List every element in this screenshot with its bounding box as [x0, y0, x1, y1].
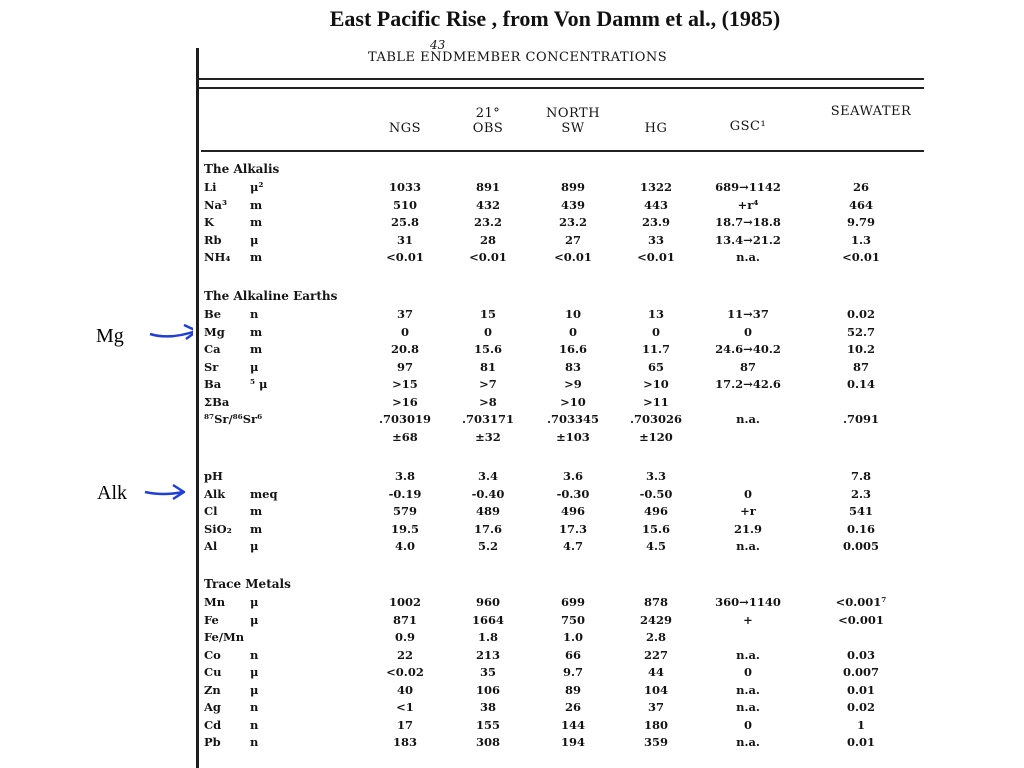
table-cell: 23.9	[641, 215, 670, 229]
table-cell: 0.02	[846, 307, 875, 321]
table-cell: 7.8	[850, 469, 871, 483]
table-row	[193, 700, 924, 717]
table-cell: >15	[392, 377, 418, 391]
table-cell: 10	[564, 307, 581, 321]
table-cell: 0.9	[394, 630, 415, 644]
row-label: Be	[204, 307, 222, 321]
table-cell: ±103	[556, 429, 590, 444]
table-cell: ±120	[639, 429, 673, 444]
row-unit: μ	[250, 665, 259, 679]
table-cell: 15.6	[641, 521, 670, 536]
table-cell: 22	[396, 647, 413, 662]
table-row	[193, 487, 924, 504]
table-cell: .703171	[461, 412, 514, 426]
table-cell: <0.001⁷	[835, 595, 887, 609]
table-row	[193, 683, 924, 700]
table-cell: 1	[856, 717, 865, 732]
table-cell: <0.02	[386, 665, 424, 679]
table-cell: 0.14	[846, 377, 875, 391]
table-cell: 871	[392, 612, 417, 627]
column-header: SEAWATER	[830, 104, 912, 119]
table-cell: 44	[647, 665, 664, 679]
column-header: GSC¹	[729, 119, 767, 134]
row-unit: meq	[250, 486, 278, 501]
row-unit: μ	[250, 682, 259, 697]
table-cell: 360→1140	[715, 595, 781, 609]
table-cell: .703019	[378, 412, 431, 426]
row-label: Co	[204, 647, 221, 662]
table-row	[193, 539, 924, 556]
column-header: HG	[644, 121, 668, 136]
table-cell: 16.6	[558, 342, 587, 356]
table-cell: 227	[643, 647, 668, 662]
table-cell: 464	[848, 197, 873, 212]
table-cell: 0	[743, 665, 752, 679]
row-label: Cu	[204, 665, 222, 679]
table-cell: 699	[560, 595, 585, 609]
row-label: Fe	[204, 612, 219, 627]
table-cell: n.a.	[736, 250, 760, 264]
row-label: Li	[204, 180, 217, 194]
row-label: Na³	[204, 197, 227, 212]
row-label: Ag	[204, 700, 221, 714]
table-cell: 2429	[639, 612, 672, 627]
table-cell: 13	[647, 307, 664, 321]
table-row	[193, 504, 924, 521]
row-unit: μ	[250, 359, 259, 374]
row-label: ⁸⁷Sr/⁸⁶Sr⁶	[204, 412, 263, 426]
table-cell: +	[743, 612, 753, 627]
table-row	[193, 648, 924, 665]
table-row	[193, 735, 924, 752]
table-cell: 439	[560, 197, 585, 212]
column-header: NORTH SW	[545, 106, 601, 136]
table-row	[193, 430, 924, 447]
table-cell: 15	[479, 307, 496, 321]
table-cell: >11	[643, 394, 669, 409]
table-cell: 750	[560, 612, 585, 627]
table-cell: 3.4	[477, 469, 498, 483]
table-cell: >9	[564, 377, 582, 391]
table-cell: 66	[564, 647, 581, 662]
row-label: Cd	[204, 717, 222, 732]
table-cell: <0.01	[842, 250, 880, 264]
table-cell: n.a.	[736, 539, 760, 553]
row-unit: m	[250, 504, 263, 518]
row-unit: n	[250, 647, 259, 662]
table-row	[193, 307, 924, 324]
table-row	[193, 718, 924, 735]
table-cell: 27	[564, 232, 581, 247]
row-label: K	[204, 215, 214, 229]
table-cell: 87	[739, 359, 756, 374]
row-unit: μ	[250, 595, 259, 609]
table-cell: 38	[479, 700, 496, 714]
table-rule-top-second	[196, 87, 924, 89]
table-row	[193, 377, 924, 394]
table-cell: 106	[475, 682, 500, 697]
table-cell: 1322	[639, 180, 672, 194]
table-heading: TABLE ENDMEMBER CONCENTRATIONS	[368, 50, 668, 65]
table-cell: 1.0	[562, 630, 583, 644]
table-cell: 3.6	[562, 469, 583, 483]
table-cell: 144	[560, 717, 585, 732]
row-unit: n	[250, 307, 259, 321]
mg-annotation-label: Mg	[96, 325, 124, 347]
table-cell: 33	[647, 232, 664, 247]
table-cell: 1.8	[477, 630, 498, 644]
row-label: Ba	[204, 377, 222, 391]
table-cell: <0.001	[838, 612, 884, 627]
table-row	[193, 325, 924, 342]
table-cell: 11.7	[641, 342, 670, 356]
table-cell: 3.8	[394, 469, 415, 483]
table-cell: 0.005	[842, 539, 879, 553]
table-cell: 97	[396, 359, 413, 374]
table-cell: 0.16	[846, 521, 875, 536]
column-header: NGS	[388, 121, 422, 136]
table-rule-header	[201, 150, 924, 152]
table-cell: 10.2	[846, 342, 875, 356]
table-cell: 0	[400, 324, 409, 339]
table-cell: 18.7→18.8	[715, 215, 781, 229]
column-header: 21° OBS	[472, 106, 504, 136]
table-cell: 17.3	[558, 521, 587, 536]
row-unit: m	[250, 250, 263, 264]
row-unit: m	[250, 197, 263, 212]
table-cell: >10	[643, 377, 669, 391]
table-cell: 4.5	[645, 539, 666, 553]
table-cell: n.a.	[736, 735, 760, 749]
row-unit: μ	[250, 539, 259, 553]
table-cell: .703026	[629, 412, 682, 426]
table-row	[193, 215, 924, 232]
row-label: Mg	[204, 324, 225, 339]
table-cell: +r⁴	[737, 197, 759, 212]
table-cell: 0	[651, 324, 660, 339]
table-cell: 194	[560, 735, 585, 749]
table-cell: 28	[479, 232, 496, 247]
table-cell: 87	[852, 359, 869, 374]
table-cell: 359	[643, 735, 668, 749]
table-cell: 19.5	[390, 521, 419, 536]
table-cell: ±68	[392, 429, 418, 444]
table-cell: 26	[852, 180, 869, 194]
table-cell: 0	[483, 324, 492, 339]
table-row	[193, 342, 924, 359]
table-cell: 213	[475, 647, 500, 662]
table-cell: 0.01	[846, 735, 875, 749]
table-cell: <0.01	[386, 250, 424, 264]
row-label: ΣBa	[204, 394, 230, 409]
table-row	[193, 360, 924, 377]
row-label: Al	[204, 539, 218, 553]
table-cell: 2.8	[645, 630, 666, 644]
table-cell: 104	[643, 682, 668, 697]
row-label: pH	[204, 469, 223, 483]
table-cell: 1.3	[850, 232, 871, 247]
slide-title: East Pacific Rise , from Von Damm et al., (1985)	[329, 6, 781, 31]
table-cell: 4.7	[562, 539, 583, 553]
table-cell: 0	[743, 717, 752, 732]
table-cell: 155	[475, 717, 500, 732]
table-cell: 5.2	[477, 539, 498, 553]
table-cell: 4.0	[394, 539, 415, 553]
row-unit: μ	[250, 612, 259, 627]
table-cell: 1033	[388, 180, 421, 194]
table-cell: -0.19	[388, 486, 422, 501]
table-cell: 0	[743, 486, 752, 501]
row-label: Alk	[204, 486, 226, 501]
alk-annotation-label: Alk	[97, 482, 127, 504]
section-title: The Alkalis	[204, 162, 280, 176]
row-label: Cl	[204, 504, 218, 518]
table-cell: 23.2	[473, 215, 502, 229]
table-cell: 24.6→40.2	[715, 342, 781, 356]
row-unit: μ²	[250, 180, 264, 194]
table-row	[193, 613, 924, 630]
alk-arrow-icon	[143, 481, 188, 503]
row-label: Rb	[204, 232, 222, 247]
table-row	[193, 395, 924, 412]
table-cell: 183	[392, 735, 417, 749]
table-cell: >7	[479, 377, 497, 391]
table-cell: n.a.	[736, 700, 760, 714]
row-unit: n	[250, 735, 259, 749]
table-cell: 15.6	[473, 342, 502, 356]
table-cell: 878	[643, 595, 668, 609]
table-cell: 9.79	[846, 215, 875, 229]
table-row	[193, 630, 924, 647]
table-cell: 489	[475, 504, 500, 518]
table-cell: -0.40	[471, 486, 505, 501]
row-unit: m	[250, 521, 263, 536]
table-cell: 891	[475, 180, 500, 194]
table-cell: 899	[560, 180, 585, 194]
table-cell: 37	[647, 700, 664, 714]
table-cell: ±32	[475, 429, 501, 444]
table-cell: >16	[392, 394, 418, 409]
table-cell: 52.7	[846, 324, 875, 339]
row-label: Zn	[204, 682, 221, 697]
table-cell: 17.2→42.6	[715, 377, 781, 391]
row-label: SiO₂	[204, 521, 232, 536]
table-cell: 432	[475, 197, 500, 212]
table-row	[193, 250, 924, 267]
table-cell: 689→1142	[715, 180, 781, 194]
table-row	[193, 180, 924, 197]
table-cell: 35	[479, 665, 496, 679]
table-cell: 443	[643, 197, 668, 212]
row-label: Sr	[204, 359, 219, 374]
table-row	[193, 522, 924, 539]
table-cell: >10	[560, 394, 586, 409]
row-unit: n	[250, 700, 259, 714]
row-unit: m	[250, 324, 263, 339]
table-cell: 960	[475, 595, 500, 609]
table-cell: 26	[564, 700, 581, 714]
table-cell: 3.3	[645, 469, 666, 483]
table-cell: >8	[479, 394, 497, 409]
table-cell: 17	[396, 717, 413, 732]
table-cell: 510	[392, 197, 417, 212]
table-row	[193, 198, 924, 215]
table-cell: 2.3	[850, 486, 871, 501]
table-cell: 541	[848, 504, 873, 518]
table-cell: <0.01	[469, 250, 507, 264]
table-cell: <0.01	[637, 250, 675, 264]
table-row	[193, 233, 924, 250]
section-title: The Alkaline Earths	[204, 289, 338, 303]
table-cell: 0.01	[846, 682, 875, 697]
row-unit: n	[250, 717, 259, 732]
table-cell: 9.7	[562, 665, 583, 679]
table-cell: n.a.	[736, 412, 760, 426]
handwritten-table-number: 43	[430, 38, 446, 52]
table-cell: 180	[643, 717, 668, 732]
row-unit: m	[250, 215, 263, 229]
table-cell: 0	[743, 324, 752, 339]
table-cell: 23.2	[558, 215, 587, 229]
table-cell: 40	[396, 682, 413, 697]
table-cell: 20.8	[390, 342, 419, 356]
table-cell: 65	[647, 359, 664, 374]
table-cell: 25.8	[390, 215, 419, 229]
row-unit: μ	[250, 232, 259, 247]
row-label: Pb	[204, 735, 221, 749]
table-cell: 81	[479, 359, 496, 374]
table-cell: <0.01	[554, 250, 592, 264]
scanned-table	[193, 38, 924, 768]
table-cell: <1	[396, 700, 414, 714]
table-cell: 83	[564, 359, 581, 374]
table-cell: 89	[564, 682, 581, 697]
row-label: NH₄	[204, 250, 231, 264]
table-cell: n.a.	[736, 647, 760, 662]
table-cell: 13.4→21.2	[715, 232, 781, 247]
row-unit: m	[250, 342, 263, 356]
table-row	[193, 595, 924, 612]
table-cell: 21.9	[733, 521, 762, 536]
table-cell: .703345	[546, 412, 599, 426]
table-cell: 0.02	[846, 700, 875, 714]
table-cell: 0.007	[842, 665, 879, 679]
table-rule-top	[196, 78, 924, 80]
table-cell: .7091	[842, 412, 879, 426]
table-row	[193, 469, 924, 486]
table-cell: n.a.	[736, 682, 760, 697]
section-title: Trace Metals	[204, 577, 291, 591]
table-cell: 17.6	[473, 521, 502, 536]
table-cell: 11→37	[727, 307, 769, 321]
table-cell: -0.30	[556, 486, 590, 501]
row-label: Fe/Mn	[204, 630, 245, 644]
table-cell: 37	[396, 307, 413, 321]
table-cell: 308	[475, 735, 500, 749]
table-cell: 496	[560, 504, 585, 518]
table-cell: 1664	[471, 612, 504, 627]
table-cell: 496	[643, 504, 668, 518]
table-cell: 579	[392, 504, 417, 518]
table-cell: +r	[740, 504, 756, 518]
table-cell: -0.50	[639, 486, 673, 501]
table-row	[193, 665, 924, 682]
table-row	[193, 412, 924, 429]
table-cell: 0	[568, 324, 577, 339]
row-label: Ca	[204, 342, 221, 356]
table-cell: 31	[396, 232, 413, 247]
row-label: Mn	[204, 595, 226, 609]
row-unit: ⁵ μ	[250, 377, 268, 391]
table-cell: 0.03	[846, 647, 875, 662]
table-cell: 1002	[388, 595, 421, 609]
